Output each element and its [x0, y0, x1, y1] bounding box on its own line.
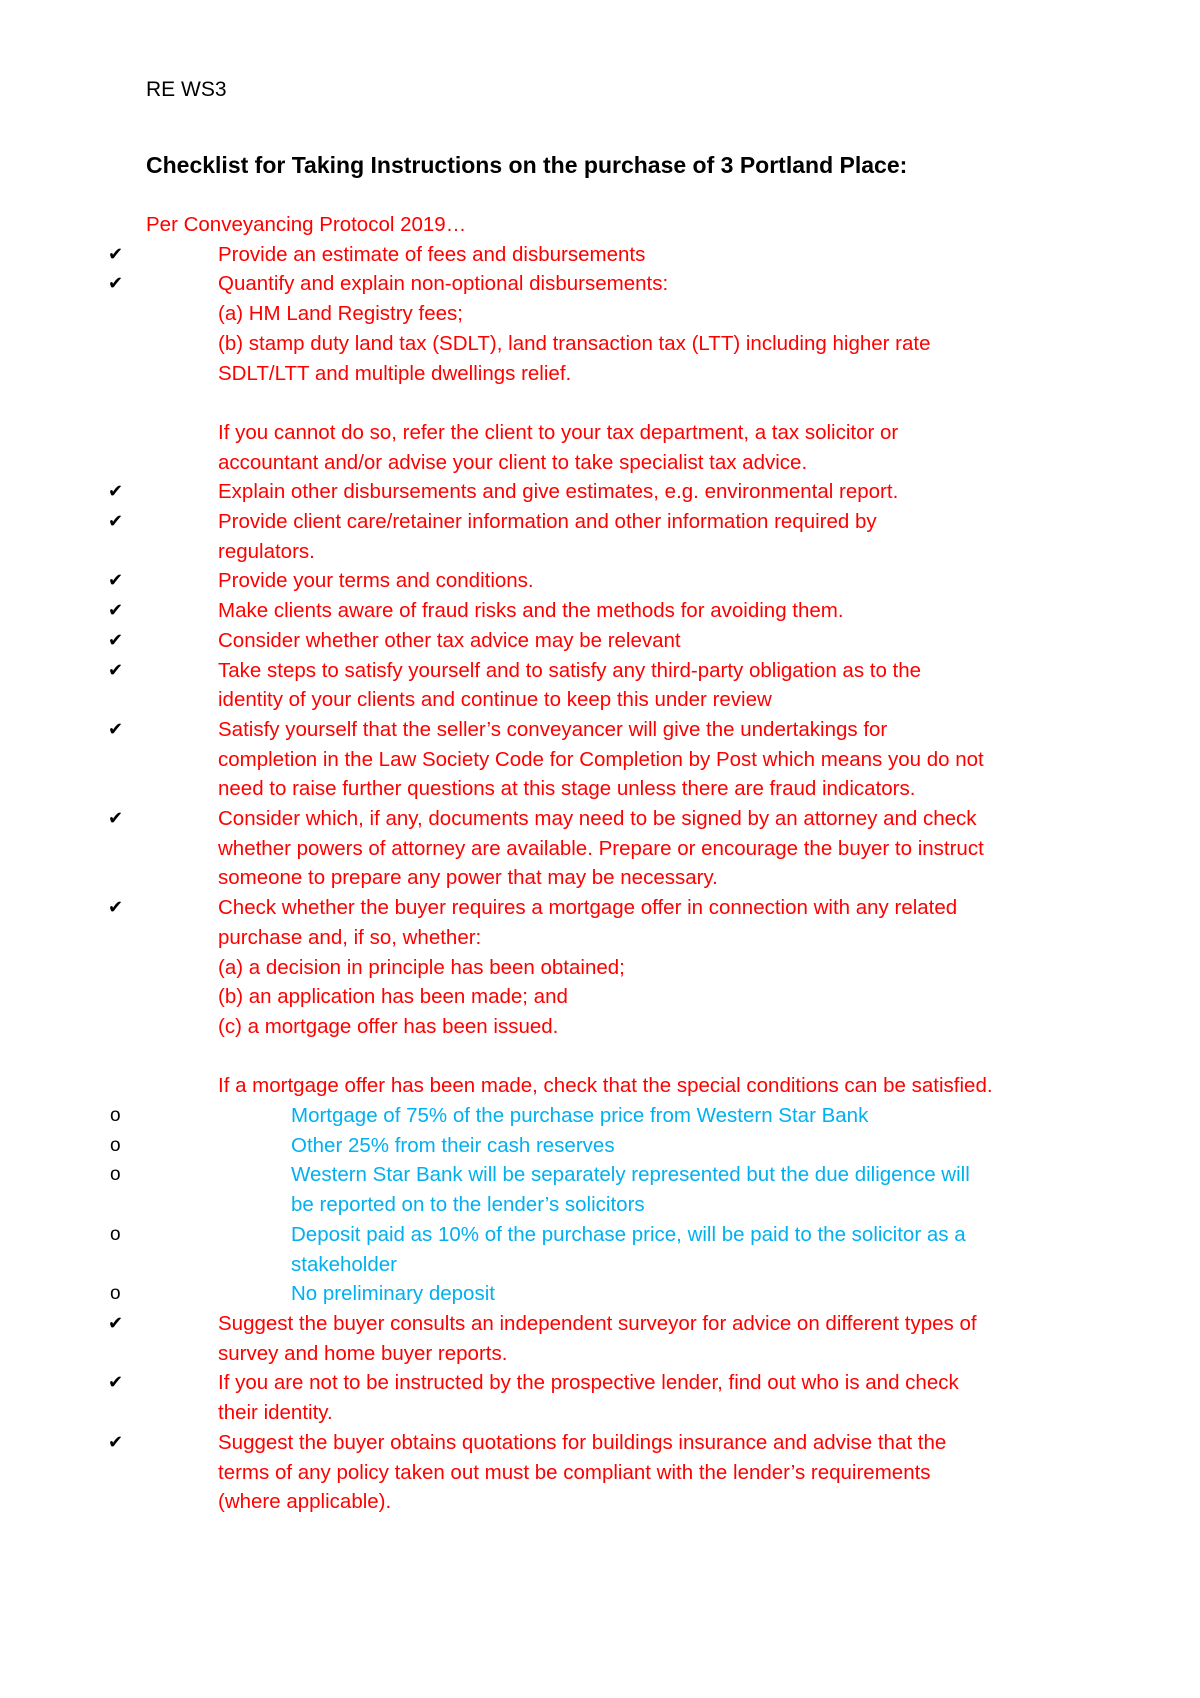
check-icon: ✔: [108, 481, 124, 503]
checklist-item: [108, 507, 1086, 566]
checklist-item-text: Take steps to satisfy yourself and to satisfy any third-party obligation as to the: [218, 658, 922, 682]
checklist-item-text: Suggest the buyer consults an independent surveyor for advice on different types of: [218, 1311, 977, 1335]
blank-line: [218, 1042, 1086, 1072]
checklist-item-text: Quantify and explain non-optional disbursements:: [218, 272, 669, 296]
checklist-item-text: SDLT/LTT and multiple dwellings relief.: [218, 361, 572, 385]
check-icon: ✔: [108, 570, 124, 592]
checklist-item: [108, 626, 1086, 656]
sub-note-item: [110, 1160, 1086, 1219]
checklist-item-text: survey and home buyer reports.: [218, 1341, 508, 1365]
checklist-item-text: Check whether the buyer requires a mortgage offer in connection with any related: [218, 896, 958, 920]
blank-line: [218, 388, 1086, 418]
checklist-item: [108, 269, 1086, 477]
checklist-item-text: purchase and, if so, whether:: [218, 925, 482, 949]
checklist-item-text: Satisfy yourself that the seller’s conveyancer will give the undertakings for: [218, 717, 888, 741]
sub-note-text: Deposit paid as 10% of the purchase price, will be paid to the solicitor as a: [291, 1222, 966, 1246]
circle-bullet-icon: o: [110, 1134, 121, 1156]
checklist-item-text: identity of your clients and continue to keep this under review: [218, 688, 772, 712]
checklist-item-text: (a) a decision in principle has been obtained;: [218, 955, 625, 979]
check-icon: ✔: [108, 808, 124, 830]
circle-bullet-icon: o: [110, 1283, 121, 1305]
checklist-item: [108, 715, 1086, 804]
sub-note-text: Other 25% from their cash reserves: [291, 1133, 615, 1157]
checklist-item: [108, 477, 1086, 507]
sub-note-text: stakeholder: [291, 1252, 397, 1276]
checklist-item-text: Consider which, if any, documents may need to be signed by an attorney and check: [218, 807, 977, 831]
sub-note-item: [110, 1279, 1086, 1309]
checklist-item-text: completion in the Law Society Code for Completion by Post which means you do not: [218, 747, 984, 771]
checklist-item-text: regulators.: [218, 539, 315, 563]
check-icon: ✔: [108, 243, 124, 265]
check-icon: ✔: [108, 600, 124, 622]
intro-text: Per Conveyancing Protocol 2019…: [146, 213, 467, 236]
check-icon: ✔: [108, 659, 124, 681]
checklist-item: [108, 1309, 1086, 1368]
checklist-item-text: If you are not to be instructed by the prospective lender, find out who is and check: [218, 1371, 959, 1395]
checklist-item-text: Suggest the buyer obtains quotations for buildings insurance and advise that the: [218, 1430, 947, 1454]
checklist-item: [108, 566, 1086, 596]
check-icon: ✔: [108, 718, 124, 740]
check-icon: ✔: [108, 1372, 124, 1394]
checklist-item-text: their identity.: [218, 1401, 333, 1425]
checklist-item-text: (a) HM Land Registry fees;: [218, 302, 463, 326]
document-body: [108, 210, 1086, 1517]
checklist-item: [108, 1368, 1086, 1427]
checklist-item-text: (c) a mortgage offer has been issued.: [218, 1014, 559, 1038]
sub-note-item: [110, 1131, 1086, 1161]
checklist: [108, 240, 1086, 1517]
checklist-item-text: Make clients aware of fraud risks and the methods for avoiding them.: [218, 599, 844, 623]
sub-note-text: No preliminary deposit: [291, 1282, 495, 1306]
sub-note-text: Mortgage of 75% of the purchase price from Western Star Bank: [291, 1104, 869, 1128]
checklist-item-text: (b) an application has been made; and: [218, 985, 568, 1009]
checklist-item: [108, 656, 1086, 715]
checklist-item: [108, 596, 1086, 626]
check-icon: ✔: [108, 511, 124, 533]
check-icon: ✔: [108, 273, 124, 295]
checklist-item-text: Consider whether other tax advice may be relevant: [218, 628, 681, 652]
sub-note-item: [110, 1101, 1086, 1131]
document-header: RE WS3: [146, 78, 227, 101]
check-icon: ✔: [108, 897, 124, 919]
sub-note-text: Western Star Bank will be separately represented but the due diligence will: [291, 1163, 970, 1187]
check-icon: ✔: [108, 1431, 124, 1453]
checklist-item-text: whether powers of attorney are available. Prepare or encourage the buyer to instruct: [218, 836, 984, 860]
checklist-item-text: need to raise further questions at this stage unless there are fraud indicators.: [218, 777, 916, 801]
checklist-item-text: If a mortgage offer has been made, check that the special conditions can be satisfied.: [218, 1074, 993, 1098]
checklist-item-text: (b) stamp duty land tax (SDLT), land transaction tax (LTT) including higher rate: [218, 331, 931, 355]
circle-bullet-icon: o: [110, 1105, 121, 1127]
checklist-item-text: If you cannot do so, refer the client to your tax department, a tax solicitor or: [218, 420, 899, 444]
checklist-item-text: someone to prepare any power that may be necessary.: [218, 866, 718, 890]
checklist-item: [108, 804, 1086, 893]
sub-note-text: be reported on to the lender’s solicitors: [291, 1193, 645, 1217]
circle-bullet-icon: o: [110, 1164, 121, 1186]
checklist-item-text: (where applicable).: [218, 1490, 392, 1514]
checklist-item-text: Provide your terms and conditions.: [218, 569, 534, 593]
sub-note-item: [110, 1220, 1086, 1279]
circle-bullet-icon: o: [110, 1223, 121, 1245]
check-icon: ✔: [108, 629, 124, 651]
checklist-item-text: Provide an estimate of fees and disbursements: [218, 242, 646, 266]
checklist-item: [108, 893, 1086, 1101]
checklist-item-text: accountant and/or advise your client to take specialist tax advice.: [218, 450, 808, 474]
checklist-item-text: terms of any policy taken out must be compliant with the lender’s requirements: [218, 1460, 931, 1484]
page-title: Checklist for Taking Instructions on the purchase of 3 Portland Place:: [146, 152, 908, 178]
checklist-item: [108, 240, 1086, 270]
checklist-item: [108, 1428, 1086, 1517]
check-icon: ✔: [108, 1312, 124, 1334]
checklist-item-text: Provide client care/retainer information and other information required by: [218, 510, 877, 534]
checklist-item-text: Explain other disbursements and give estimates, e.g. environmental report.: [218, 480, 899, 504]
